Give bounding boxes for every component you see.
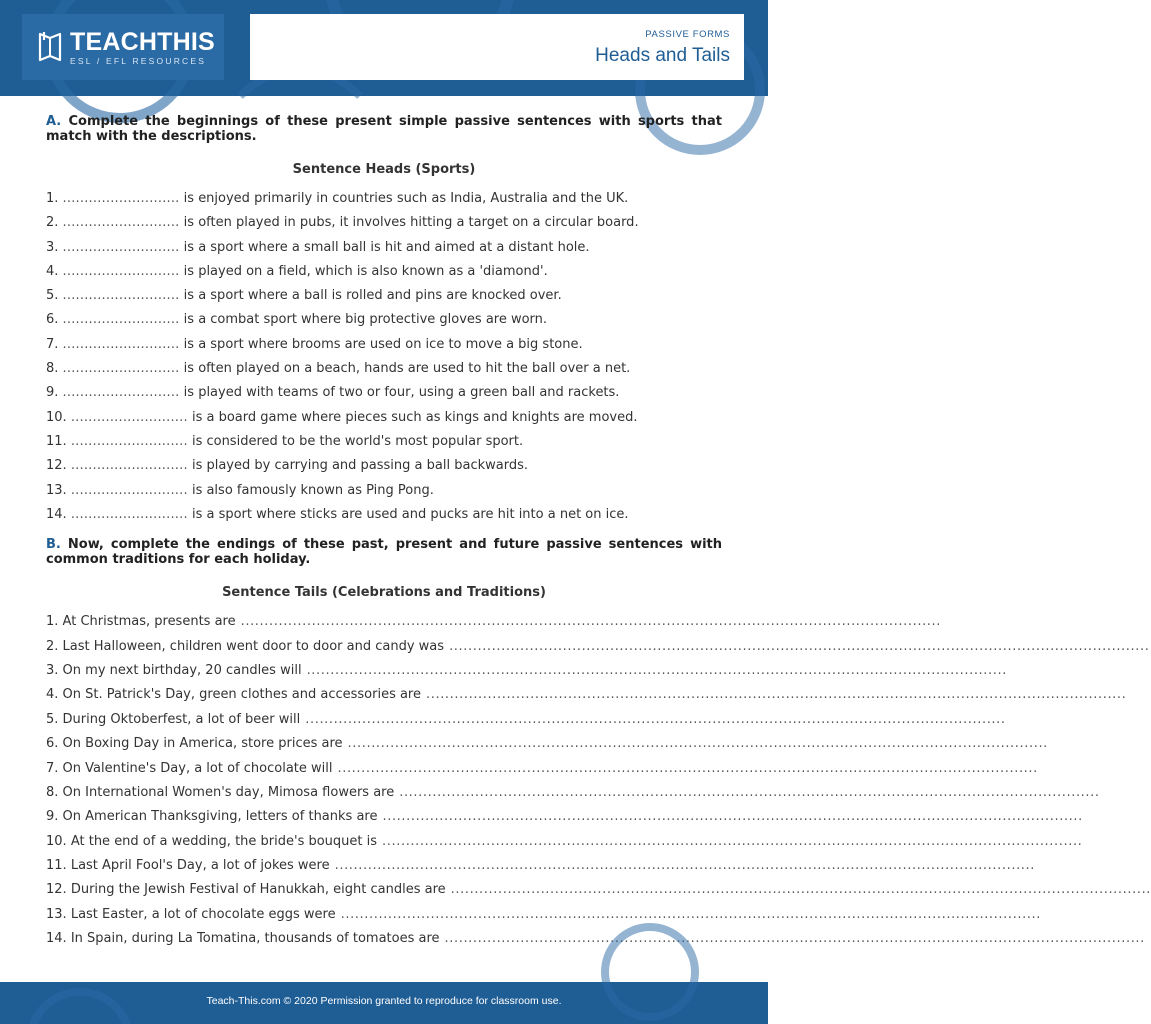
- item-sentence: On International Women's day, Mimosa flowers are: [62, 784, 395, 800]
- answer-blank[interactable]: ....................................................................................................................................................: [399, 784, 1100, 800]
- item-number: 8.: [46, 361, 59, 377]
- sentence-heads-list: [46, 190, 722, 530]
- list-item: [46, 287, 722, 311]
- list-item: [46, 662, 1007, 686]
- answer-blank[interactable]: ....................................................................................................................................................: [449, 638, 1150, 654]
- list-item: [46, 857, 1035, 881]
- item-text: is also famously known as Ping Pong.: [191, 482, 434, 498]
- list-item: [46, 506, 722, 530]
- copyright-text: Teach-This.com © 2020 Permission granted to reproduce for classroom use.: [206, 995, 562, 1007]
- item-text: [46, 613, 236, 637]
- sentence-tails-list: [46, 613, 1151, 954]
- list-item: [46, 784, 1100, 808]
- item-number: 4.: [46, 263, 59, 279]
- item-number: 12.: [46, 882, 67, 898]
- answer-blank[interactable]: ...........................: [62, 215, 180, 231]
- item-text: [46, 930, 440, 954]
- answer-blank[interactable]: ...........................: [70, 433, 188, 449]
- logo-title: TEACHTHIS: [70, 27, 215, 56]
- item-text: [46, 906, 336, 930]
- item-sentence: During Oktoberfest, a lot of beer will: [62, 711, 301, 727]
- answer-blank[interactable]: ....................................................................................................................................................: [382, 833, 1083, 849]
- answer-blank[interactable]: ....................................................................................................................................................: [382, 809, 1083, 825]
- list-item: [46, 433, 722, 457]
- item-sentence: During the Jewish Festival of Hanukkah, eight candles are: [70, 882, 446, 898]
- item-text: is played by carrying and passing a ball backwards.: [191, 458, 528, 474]
- item-number: 3.: [46, 662, 59, 678]
- list-item: [46, 384, 722, 408]
- item-text: is a sport where brooms are used on ice to move a big stone.: [183, 336, 583, 352]
- item-sentence: On my next birthday, 20 candles will: [62, 662, 302, 678]
- list-item: [46, 336, 722, 360]
- item-number: 12.: [46, 458, 67, 474]
- page-header: [0, 0, 768, 96]
- section-a-instruction-text: Complete the beginnings of these present simple passive sentences with sports that match with the descriptions.: [46, 114, 722, 144]
- answer-blank[interactable]: ...........................: [70, 458, 188, 474]
- logo-subtitle: ESL / EFL RESOURCES: [70, 55, 207, 66]
- item-number: 10.: [46, 833, 67, 849]
- item-text: is a sport where a ball is rolled and pins are knocked over.: [183, 288, 562, 304]
- list-item: [46, 881, 1151, 905]
- item-number: 1.: [46, 614, 59, 630]
- list-item: [46, 833, 1083, 857]
- answer-blank[interactable]: ...........................: [62, 361, 180, 377]
- list-item: [46, 360, 722, 384]
- item-text: is a board game where pieces such as kings and knights are moved.: [191, 409, 638, 425]
- item-text: is enjoyed primarily in countries such as India, Australia and the UK.: [183, 191, 629, 206]
- item-text: [46, 662, 302, 686]
- item-text: [46, 735, 343, 759]
- list-item: [46, 735, 1048, 759]
- list-item: [46, 239, 722, 263]
- item-number: 14.: [46, 931, 67, 947]
- answer-blank[interactable]: ...........................: [62, 336, 180, 352]
- list-item: [46, 613, 941, 637]
- item-text: [46, 857, 330, 881]
- item-sentence: In Spain, during La Tomatina, thousands of tomatoes are: [70, 931, 440, 947]
- item-text: [46, 711, 300, 735]
- answer-blank[interactable]: ....................................................................................................................................................: [450, 882, 1151, 898]
- answer-blank[interactable]: ....................................................................................................................................................: [340, 906, 1041, 922]
- answer-blank[interactable]: ....................................................................................................................................................: [347, 736, 1048, 752]
- item-sentence: Last Halloween, children went door to door and candy was: [62, 638, 445, 654]
- answer-blank[interactable]: ....................................................................................................................................................: [426, 687, 1127, 703]
- item-sentence: At Christmas, presents are: [62, 614, 236, 630]
- item-number: 5.: [46, 711, 59, 727]
- answer-blank[interactable]: ....................................................................................................................................................: [240, 614, 941, 630]
- answer-blank[interactable]: ....................................................................................................................................................: [334, 858, 1035, 874]
- item-text: is often played on a beach, hands are used to hit the ball over a net.: [183, 361, 631, 377]
- item-sentence: On St. Patrick's Day, green clothes and accessories are: [62, 687, 421, 703]
- answer-blank[interactable]: ...........................: [62, 263, 180, 279]
- item-number: 6.: [46, 312, 59, 328]
- item-number: 10.: [46, 409, 67, 425]
- answer-blank[interactable]: ...........................: [62, 312, 180, 328]
- answer-blank[interactable]: ....................................................................................................................................................: [444, 931, 1145, 947]
- item-number: 14.: [46, 506, 67, 522]
- item-number: 11.: [46, 433, 67, 449]
- item-text: is often played in pubs, it involves hitting a target on a circular board.: [183, 215, 639, 231]
- item-sentence: On Boxing Day in America, store prices are: [62, 736, 343, 752]
- answer-blank[interactable]: ...........................: [62, 385, 180, 401]
- answer-blank[interactable]: ....................................................................................................................................................: [305, 711, 1006, 727]
- item-text: is considered to be the world's most popular sport.: [191, 433, 524, 449]
- item-text: [46, 686, 421, 710]
- item-text: is a sport where a small ball is hit and aimed at a distant hole.: [183, 239, 590, 255]
- item-number: 7.: [46, 336, 59, 352]
- section-b-label: B.: [46, 537, 61, 553]
- item-number: 3.: [46, 239, 59, 255]
- item-sentence: On American Thanksgiving, letters of thanks are: [62, 809, 378, 825]
- list-item: [46, 906, 1041, 930]
- list-item: [46, 457, 722, 481]
- item-sentence: At the end of a wedding, the bride's bouquet is: [70, 833, 378, 849]
- item-number: 7.: [46, 760, 59, 776]
- section-a-instruction: [46, 114, 722, 144]
- category-label: PASSIVE FORMS: [645, 29, 730, 40]
- logo: [22, 14, 224, 80]
- item-sentence: Last April Fool's Day, a lot of jokes were: [70, 858, 330, 874]
- item-text: is played on a field, which is also known as a 'diamond'.: [183, 263, 548, 279]
- list-item: [46, 214, 722, 238]
- item-text: [46, 808, 377, 832]
- item-number: 8.: [46, 784, 59, 800]
- title-box: [250, 14, 744, 80]
- answer-blank[interactable]: ...........................: [62, 239, 180, 255]
- item-number: 13.: [46, 906, 67, 922]
- answer-blank[interactable]: ...........................: [70, 506, 188, 522]
- item-sentence: Last Easter, a lot of chocolate eggs were: [70, 906, 336, 922]
- answer-blank[interactable]: ...........................: [70, 409, 188, 425]
- list-item: [46, 190, 722, 214]
- list-item: [46, 263, 722, 287]
- section-b-instruction: [46, 537, 722, 567]
- answer-blank[interactable]: ....................................................................................................................................................: [306, 662, 1007, 678]
- answer-blank[interactable]: ...........................: [62, 288, 180, 304]
- page-footer: [0, 982, 768, 1024]
- item-text: [46, 638, 444, 662]
- list-item: [46, 711, 1006, 735]
- answer-blank[interactable]: ...........................: [62, 191, 180, 206]
- book-icon: [36, 30, 64, 64]
- list-item: [46, 638, 1150, 662]
- list-item: [46, 311, 722, 335]
- item-text: is a sport where sticks are used and pucks are hit into a net on ice.: [191, 506, 629, 522]
- item-text: is played with teams of two or four, using a green ball and rackets.: [183, 385, 620, 401]
- item-number: 4.: [46, 687, 59, 703]
- item-number: 2.: [46, 638, 59, 654]
- item-text: [46, 784, 394, 808]
- item-text: is a combat sport where big protective gloves are worn.: [183, 312, 548, 328]
- item-number: 11.: [46, 858, 67, 874]
- list-item: [46, 482, 722, 506]
- list-item: [46, 409, 722, 433]
- worksheet-content: [46, 114, 1151, 955]
- item-text: [46, 881, 446, 905]
- item-number: 1.: [46, 191, 59, 206]
- list-item: [46, 686, 1127, 710]
- page-title: Heads and Tails: [595, 45, 730, 66]
- item-number: 9.: [46, 809, 59, 825]
- item-number: 9.: [46, 385, 59, 401]
- list-item: [46, 808, 1083, 832]
- item-sentence: On Valentine's Day, a lot of chocolate will: [62, 760, 333, 776]
- item-number: 5.: [46, 288, 59, 304]
- section-a-label: A.: [46, 114, 62, 129]
- item-text: [46, 833, 377, 857]
- item-number: 13.: [46, 482, 67, 498]
- answer-blank[interactable]: ...........................: [70, 482, 188, 498]
- item-text: [46, 760, 332, 784]
- section-a-heading: Sentence Heads (Sports): [292, 162, 476, 177]
- list-item: [46, 760, 1038, 784]
- item-number: 6.: [46, 736, 59, 752]
- answer-blank[interactable]: ....................................................................................................................................................: [337, 760, 1038, 776]
- section-b-heading: Sentence Tails (Celebrations and Traditions): [222, 585, 546, 601]
- section-b-instruction-text: Now, complete the endings of these past, present and future passive sentences with common traditions for each holiday.: [46, 537, 723, 568]
- item-number: 2.: [46, 215, 59, 231]
